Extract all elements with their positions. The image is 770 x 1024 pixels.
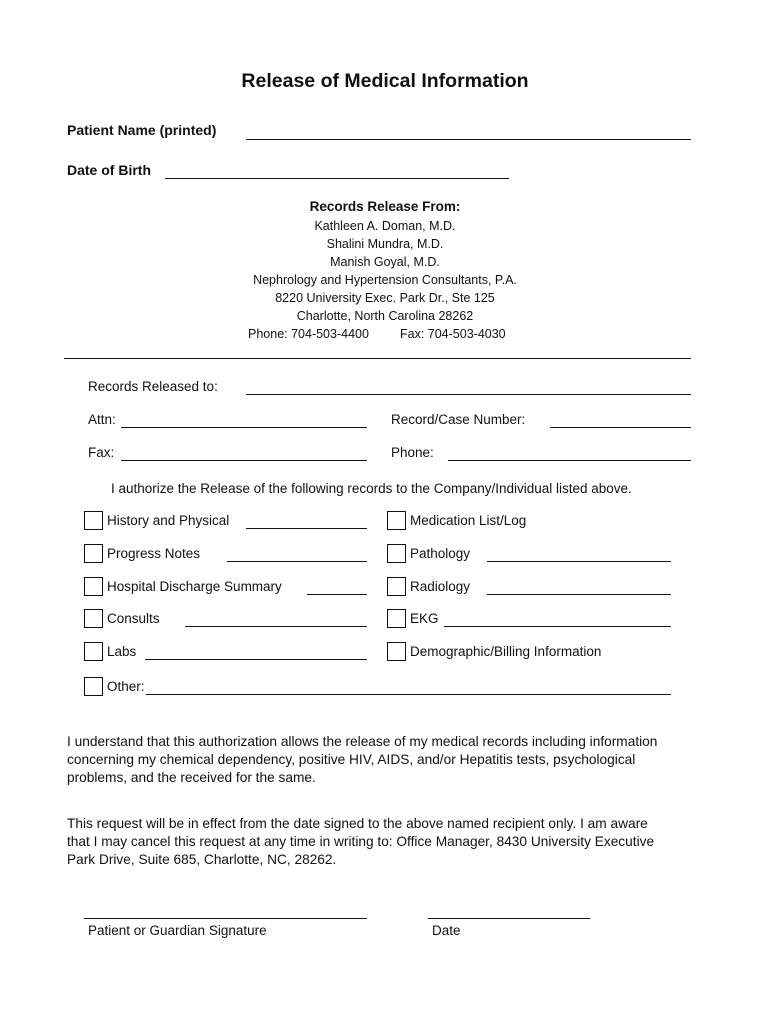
history-physical-field[interactable]: [246, 528, 367, 529]
consults-label: Consults: [107, 611, 160, 626]
consults-field[interactable]: [185, 626, 367, 627]
provider-line: Kathleen A. Doman, M.D.: [314, 219, 456, 233]
progress-notes-label: Progress Notes: [107, 546, 201, 561]
other-field[interactable]: [146, 694, 671, 695]
released-to-field[interactable]: [246, 394, 691, 395]
radiology-checkbox[interactable]: [387, 577, 406, 596]
fax-label: Fax:: [88, 445, 115, 460]
pathology-checkbox[interactable]: [387, 544, 406, 563]
demographic-billing-label: Demographic/Billing Information: [410, 644, 602, 659]
practice-name: Nephrology and Hypertension Consultants, P.A.: [253, 273, 517, 287]
attn-field[interactable]: [121, 427, 367, 428]
effective-paragraph: [67, 815, 654, 869]
phone-field[interactable]: [448, 460, 691, 461]
record-case-field[interactable]: [550, 427, 691, 428]
progress-notes-checkbox[interactable]: [84, 544, 103, 563]
history-physical-label: History and Physical: [107, 513, 230, 528]
release-from-heading: Records Release From:: [309, 199, 461, 214]
ekg-checkbox[interactable]: [387, 609, 406, 628]
pathology-label: Pathology: [410, 546, 471, 561]
practice-city: Charlotte, North Carolina 28262: [296, 309, 474, 323]
paragraph-line: I understand that this authorization allows the release of my medical records including information: [67, 734, 658, 749]
paragraph-line: This request will be in effect from the date signed to the above named recipient only. I am aware: [67, 816, 648, 831]
paragraph-line: problems, and the received for the same.: [67, 770, 316, 785]
practice-fax: Fax: 704-503-4030: [400, 327, 506, 341]
history-physical-checkbox[interactable]: [84, 511, 103, 530]
date-label: Date: [432, 923, 461, 938]
record-case-label: Record/Case Number:: [391, 412, 526, 427]
radiology-label: Radiology: [410, 579, 471, 594]
attn-label: Attn:: [88, 412, 116, 427]
fax-field[interactable]: [121, 460, 367, 461]
other-checkbox[interactable]: [84, 677, 103, 696]
page-title: Release of Medical Information: [241, 70, 529, 92]
demographic-billing-checkbox[interactable]: [387, 642, 406, 661]
patient-name-field[interactable]: [246, 139, 691, 140]
discharge-summary-field[interactable]: [307, 594, 367, 595]
paragraph-line: Park Drive, Suite 685, Charlotte, NC, 28262.: [67, 852, 337, 867]
paragraph-line: concerning my chemical dependency, positive HIV, AIDS, and/or Hepatitis tests, psychological: [67, 752, 636, 767]
date-of-birth-field[interactable]: [165, 178, 509, 179]
practice-address: 8220 University Exec. Park Dr., Ste 125: [275, 291, 495, 305]
provider-line: Manish Goyal, M.D.: [330, 255, 440, 269]
date-field[interactable]: [428, 918, 590, 919]
signature-label: Patient or Guardian Signature: [88, 923, 267, 938]
discharge-summary-checkbox[interactable]: [84, 577, 103, 596]
ekg-label: EKG: [410, 611, 439, 626]
radiology-field[interactable]: [487, 594, 671, 595]
section-divider: [64, 358, 691, 359]
authorization-paragraph: [67, 733, 657, 787]
provider-line: Shalini Mundra, M.D.: [326, 237, 444, 251]
medication-list-checkbox[interactable]: [387, 511, 406, 530]
ekg-field[interactable]: [444, 626, 671, 627]
date-of-birth-label: Date of Birth: [67, 162, 151, 178]
practice-phone: Phone: 704-503-4400: [248, 327, 369, 341]
labs-label: Labs: [107, 644, 137, 659]
medication-list-label: Medication List/Log: [410, 513, 527, 528]
patient-name-label: Patient Name (printed): [67, 122, 217, 138]
signature-field[interactable]: [84, 918, 367, 919]
discharge-summary-label: Hospital Discharge Summary: [107, 579, 282, 594]
phone-label: Phone:: [391, 445, 434, 460]
labs-field[interactable]: [145, 659, 367, 660]
progress-notes-field[interactable]: [227, 561, 367, 562]
authorize-statement: I authorize the Release of the following records to the Company/Individual listed above.: [111, 481, 632, 496]
consults-checkbox[interactable]: [84, 609, 103, 628]
other-label: Other:: [107, 679, 145, 694]
labs-checkbox[interactable]: [84, 642, 103, 661]
pathology-field[interactable]: [487, 561, 671, 562]
released-to-label: Records Released to:: [88, 379, 218, 394]
paragraph-line: that I may cancel this request at any time in writing to: Office Manager, 8430 University Executive: [67, 834, 655, 849]
